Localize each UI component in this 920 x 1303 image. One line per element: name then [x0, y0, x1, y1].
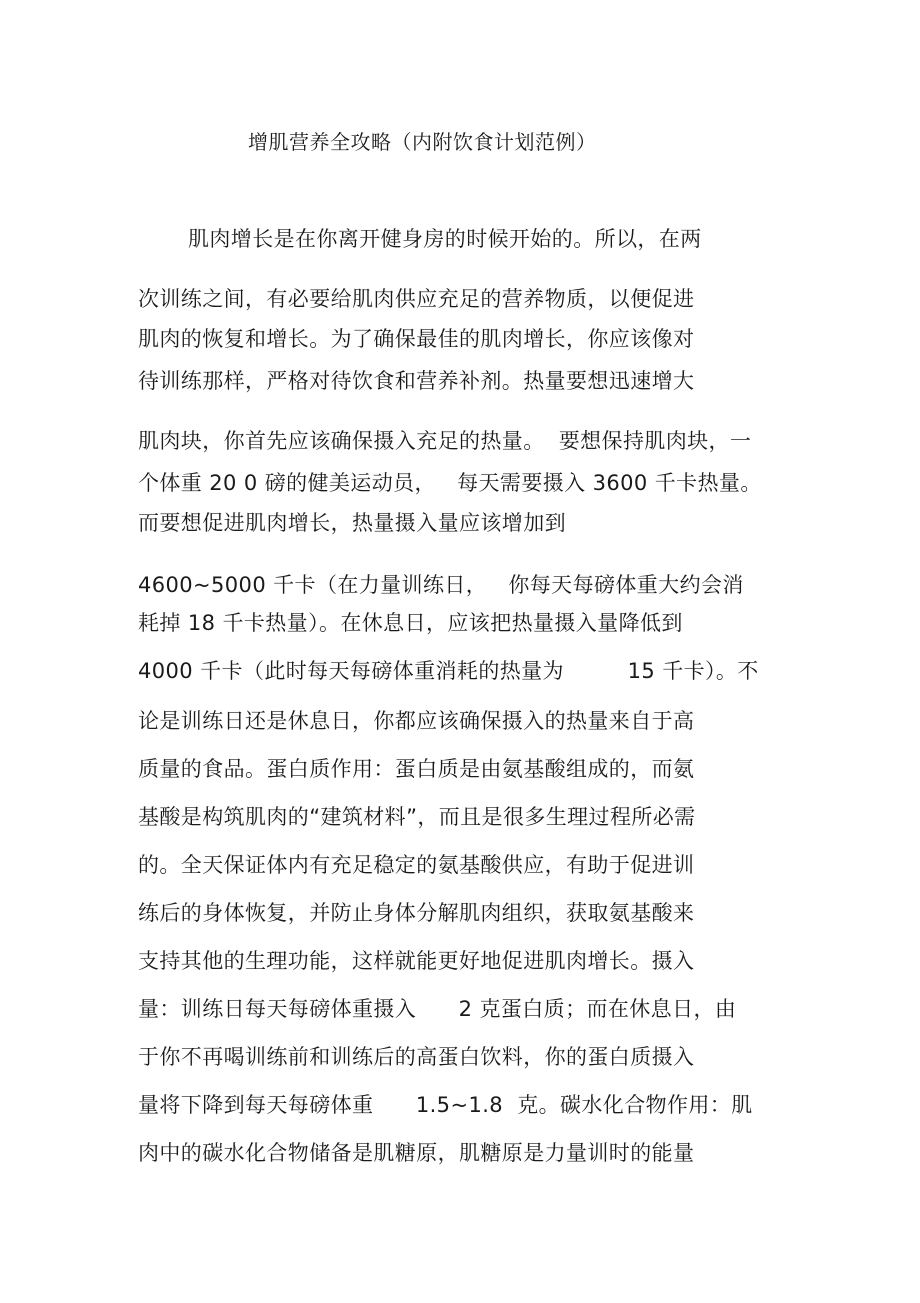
paragraph-line: 4600~5000 千卡（在力量训练日， 你每天每磅体重大约会消 [138, 573, 744, 597]
paragraph-line: 肌肉增长是在你离开健身房的时候开始的。所以，在两 [188, 227, 702, 251]
paragraph-line: 支持其他的生理功能，这样就能更好地促进肌肉增长。摄入 [138, 949, 695, 973]
document-title: 增肌营养全攻略（内附饮食计划范例） [248, 130, 597, 154]
paragraph-line: 4000 千卡（此时每天每磅体重消耗的热量为 15 千卡）。不 [138, 659, 759, 683]
paragraph-line: 个体重 20 0 磅的健美运动员， 每天需要摄入 3600 千卡热量。 [138, 471, 762, 495]
paragraph-line: 于你不再喝训练前和训练后的高蛋白饮料，你的蛋白质摄入 [138, 1045, 695, 1069]
paragraph-line: 基酸是构筑肌肉的“建筑材料”，而且是很多生理过程所必需 [138, 805, 696, 829]
paragraph-line: 练后的身体恢复，并防止身体分解肌肉组织，获取氨基酸来 [138, 901, 695, 925]
paragraph-line: 的。全天保证体内有充足稳定的氨基酸供应，有助于促进训 [138, 853, 695, 877]
paragraph-line: 量：训练日每天每磅体重摄入 2 克蛋白质；而在休息日，由 [138, 997, 737, 1021]
paragraph-line: 而要想促进肌肉增长，热量摄入量应该增加到 [138, 511, 566, 535]
paragraph-line: 论是训练日还是休息日，你都应该确保摄入的热量来自于高 [138, 709, 695, 733]
paragraph-line: 耗掉 18 千卡热量）。在休息日，应该把热量摄入量降低到 [138, 611, 683, 635]
paragraph-line: 待训练那样，严格对待饮食和营养补剂。热量要想迅速增大 [138, 369, 695, 393]
paragraph-line: 肌肉的恢复和增长。为了确保最佳的肌肉增长，你应该像对 [138, 327, 695, 351]
paragraph-line: 次训练之间，有必要给肌肉供应充足的营养物质，以便促进 [138, 287, 695, 311]
paragraph-line: 肌肉块，你首先应该确保摄入充足的热量。 要想保持肌肉块，一 [138, 429, 752, 453]
paragraph-line: 量将下降到每天每磅体重 1.5~1.8 克。碳水化合物作用：肌 [138, 1093, 753, 1117]
paragraph-line: 质量的食品。蛋白质作用：蛋白质是由氨基酸组成的，而氨 [138, 757, 695, 781]
paragraph-line: 肉中的碳水化合物储备是肌糖原，肌糖原是力量训时的能量 [138, 1141, 695, 1165]
